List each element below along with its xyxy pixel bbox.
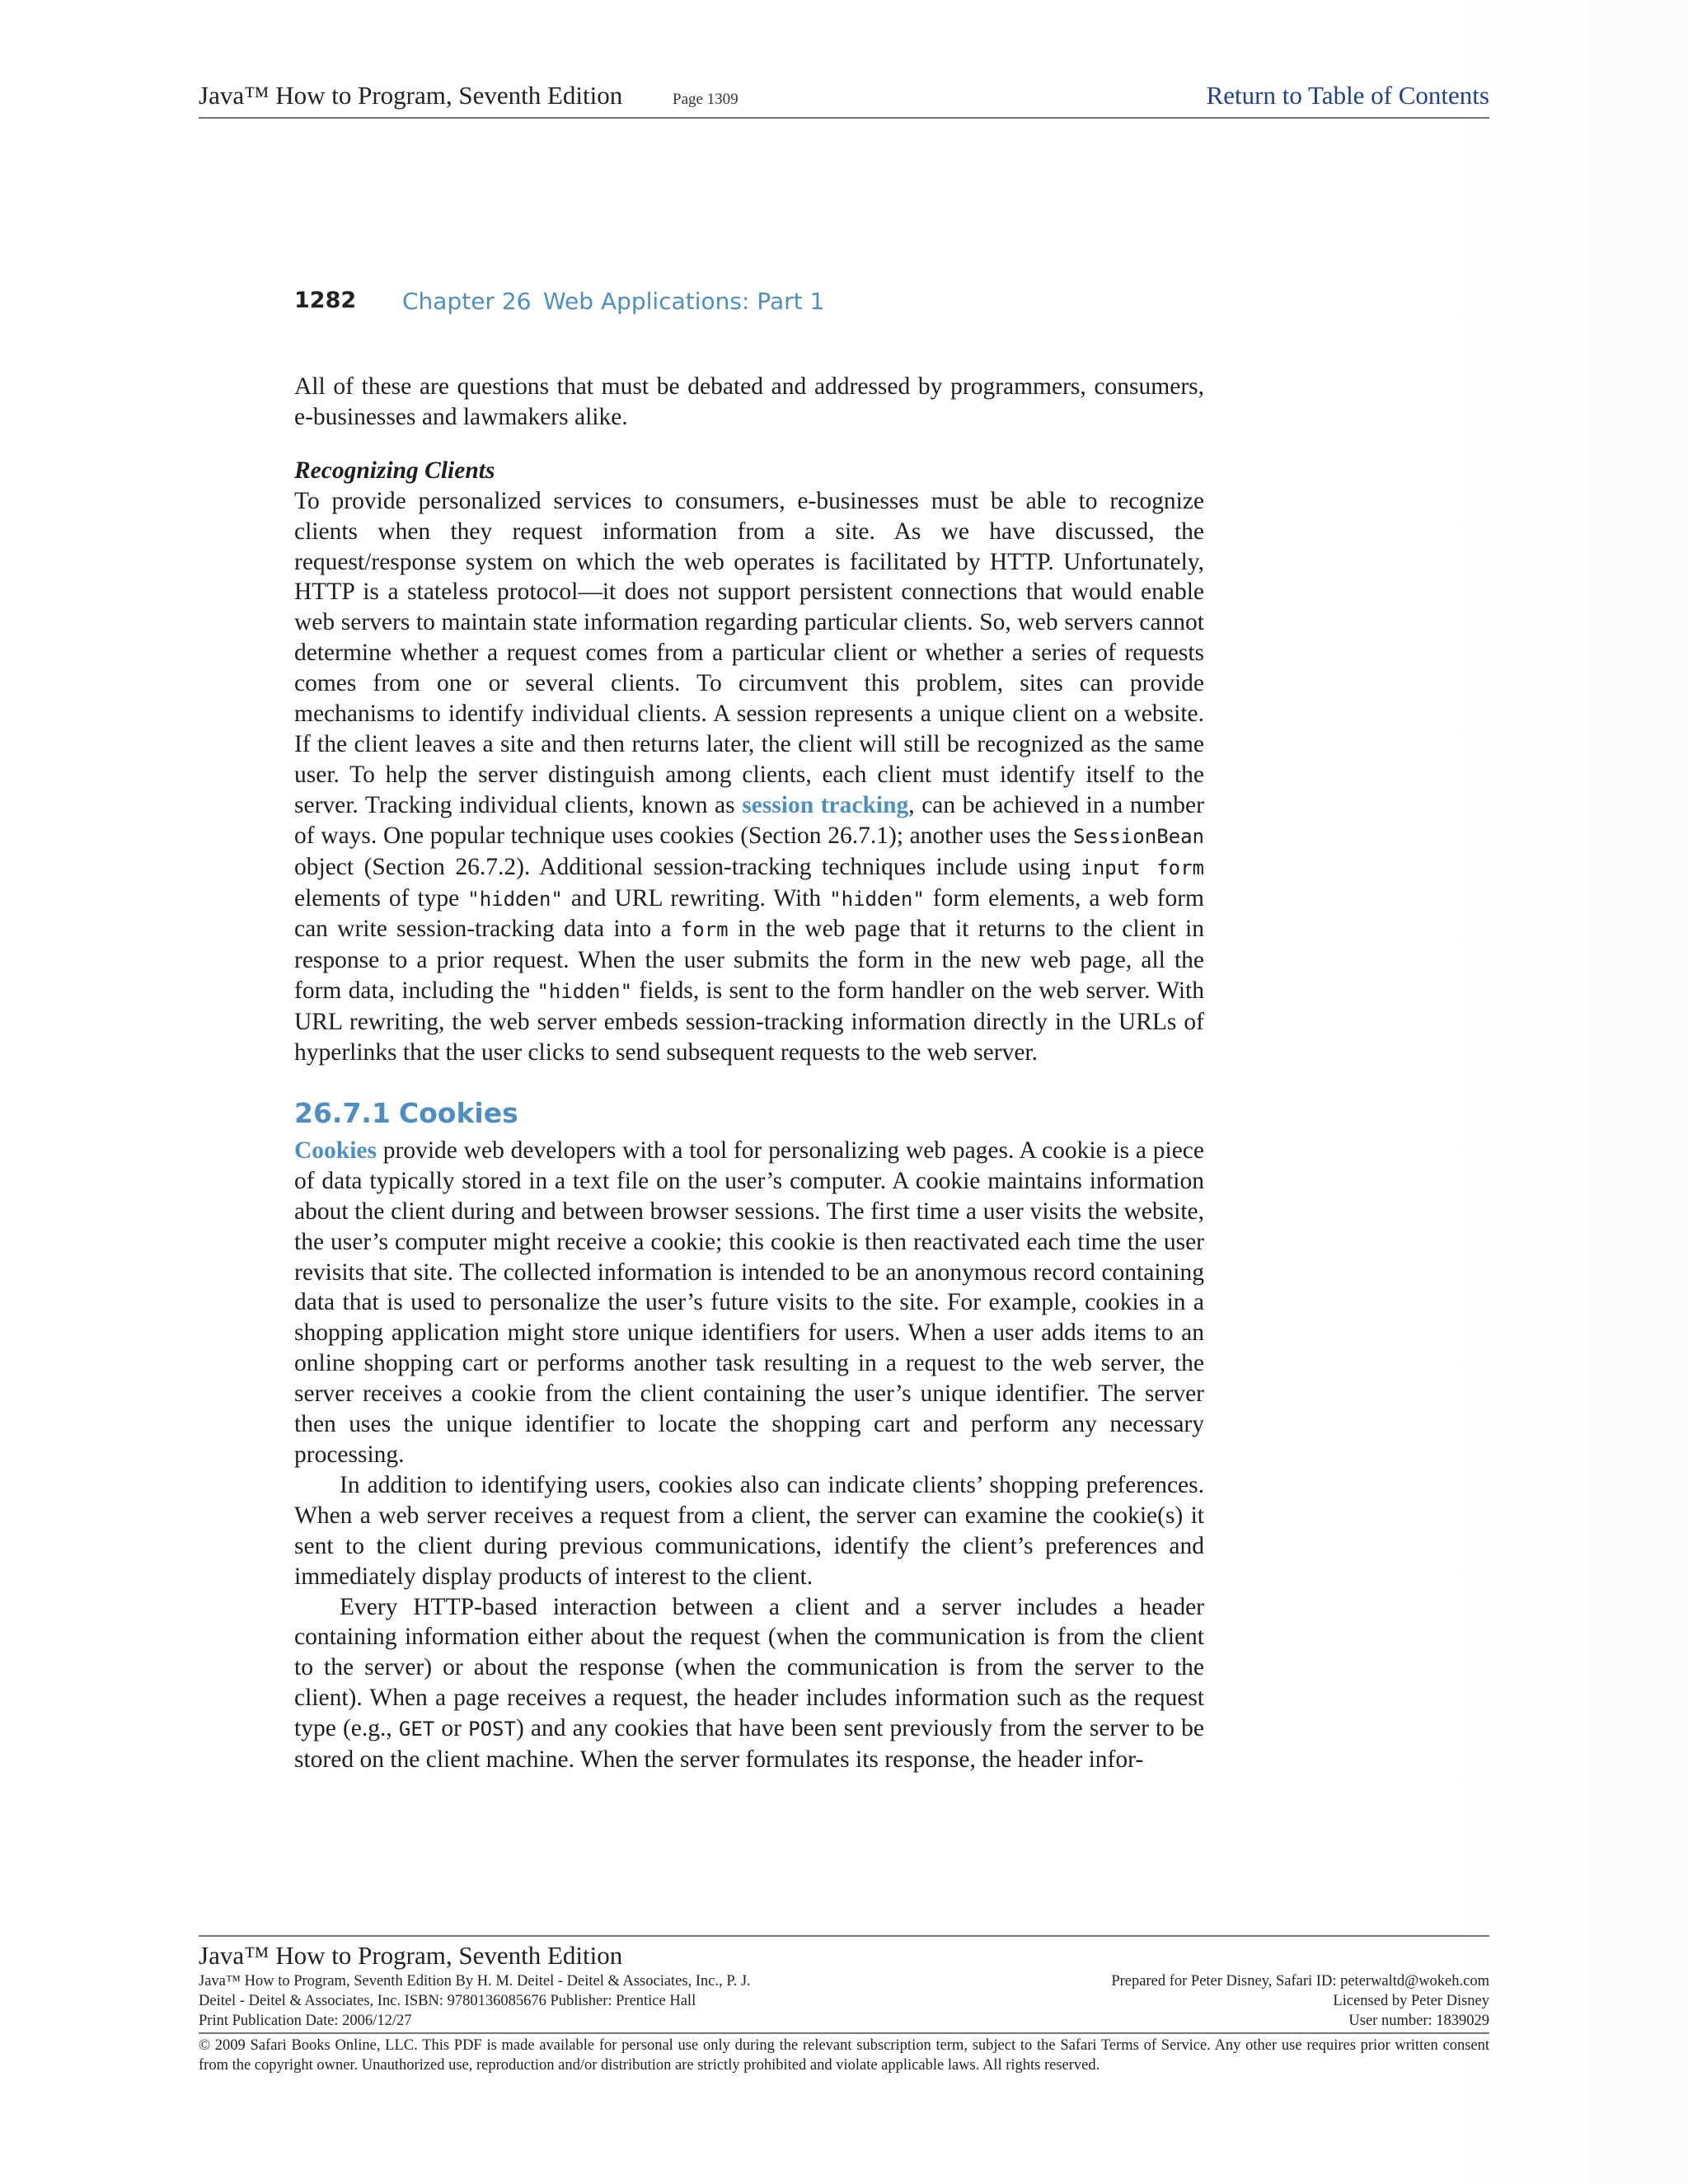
return-to-toc-link[interactable]: Return to Table of Contents [1206, 81, 1489, 110]
cookies-paragraph-1: Cookies provide web developers with a tool for personalizing web pages. A cookie is a piece of data typically stored in a text file on the user’s computer. A cookie maintains information about the client during and between browser sessions. The first time a user visits the website, the user’s computer might receive a cookie; this cookie is then reactivated each time the user revisits that site. The collected information is intended to be an anonymous record containing data that is used to personalize the user’s future visits to the site. For example, cookies in a shopping application might store unique identifiers for users. When a user adds items to an online shopping cart or performs another task resulting in a request to the web server, the server receives a cookie from the client containing the user’s unique identifier. The server then uses the unique identifier to locate the shopping cart and perform any necessary processing. [294, 1137, 1204, 1468]
footer-info [199, 1971, 1489, 2031]
page-number: 1282 [294, 288, 357, 313]
section-heading-cookies [294, 1096, 1204, 1131]
term-cookies: Cookies [294, 1137, 377, 1164]
code-hidden: "hidden" [829, 887, 925, 911]
intro-paragraph: All of these are questions that must be debated and addressed by programmers, consumers, e-businesses and lawmakers alike. [294, 373, 1204, 430]
footer-license-info: Prepared for Peter Disney, Safari ID: peterwaltd@wokeh.com Licensed by Peter Disney User number: 1839029 [1111, 1973, 1489, 2029]
code-sessionbean: SessionBean [1073, 824, 1204, 848]
page-body [294, 372, 1204, 1775]
footer-title: Java™ How to Program, Seventh Edition [199, 1941, 623, 1970]
chapter-title: Web Applications: Part 1 [543, 288, 825, 315]
code-form: form [680, 918, 729, 942]
recognizing-clients-heading: Recognizing Clients [294, 457, 495, 484]
cookies-paragraph-3: Every HTTP-based interaction between a client and a server includes a header containing information either about the request (when the communication is from the client to the server) or about the response (when the communication is from the server to the client). When a page receives a request, the header includes information such as the request type (e.g., GET or POST) and any cookies that have been sent previously from the server to be stored on the client machine. When the server formulates its response, the header infor- [294, 1593, 1205, 1774]
recognizing-clients-paragraph: To provide personalized services to consumers, e-businesses must be able to recognize clients when they request information from a site. As we have discussed, the request/response system on which the web operates is facilitated by HTTP. Unfortunately, HTTP is a stateless protocol—it does not support persistent connections that would enable web servers to maintain state information regarding particular clients. So, web servers cannot determine whether a request comes from a particular client or whether a series of requests comes from one or several clients. To circumvent this problem, sites can provide mechanisms to identify individual clients. A session represents a unique client on a website. If the client leaves a site and then returns later, the client will still be recognized as the same user. To help the server distinguish among clients, each client must identify itself to the server. Tracking individual clients, known as session tracking, can be achieved in a number of ways. One popular technique uses cookies (Section 26.7.1); another uses the SessionBean object (Section 26.7.2). Additional session-tracking techniques include using input form elements of type "hidden" and URL rewriting. With "hidden" form elements, a web form can write session-tracking data into a form in the web page that it returns to the client in response to a prior request. When the user submits the form in the new web page, all the form data, including the "hidden" fields, is sent to the form handler on the web server. With URL rewriting, the web server embeds session-tracking information directly in the URLs of hyperlinks that the user clicks to send subsequent requests to the web server. [294, 487, 1205, 1066]
page-reference: Page 1309 [673, 91, 738, 108]
term-session-tracking: session tracking [742, 791, 909, 818]
page-shading [1442, 0, 1688, 2184]
section-title: Cookies [398, 1096, 518, 1129]
code-post: POST [468, 1718, 516, 1741]
code-input-form: input form [1081, 855, 1204, 879]
footer-book-info: Java™ How to Program, Seventh Edition By H. M. Deitel - Deitel & Associates, Inc., P. J. Deitel - Deitel & Associates, Inc. ISBN: 9780136085676 Publisher: Prentice Hall Print Publication Date: 2006/12/27 [199, 1973, 751, 2029]
footer-copyright: © 2009 Safari Books Online, LLC. This PDF is made available for personal use only during the relevant subscription term, subject to the Safari Terms of Service. Any other use requires prior written consent from the copyright owner. Unauthorized use, reproduction and/or distribution are strictly prohibited and violate applicable laws. All rights reserved. [199, 2032, 1489, 2075]
page-footer [199, 1935, 1489, 2075]
book-title: Java™ How to Program, Seventh Edition [199, 81, 623, 110]
code-hidden: "hidden" [537, 980, 633, 1004]
chapter-label: Chapter 26 [402, 288, 532, 315]
code-get: GET [398, 1718, 435, 1741]
section-number: 26.7.1 [294, 1096, 391, 1129]
top-header [199, 76, 1489, 119]
code-hidden: "hidden" [467, 887, 563, 911]
cookies-paragraph-2: In addition to identifying users, cookies also can indicate clients’ shopping preferences. When a web server receives a request from a client, the server can examine the cookie(s) it sent to the client during previous communications, identify the client’s preferences and immediately display products of interest to the client. [294, 1471, 1204, 1590]
